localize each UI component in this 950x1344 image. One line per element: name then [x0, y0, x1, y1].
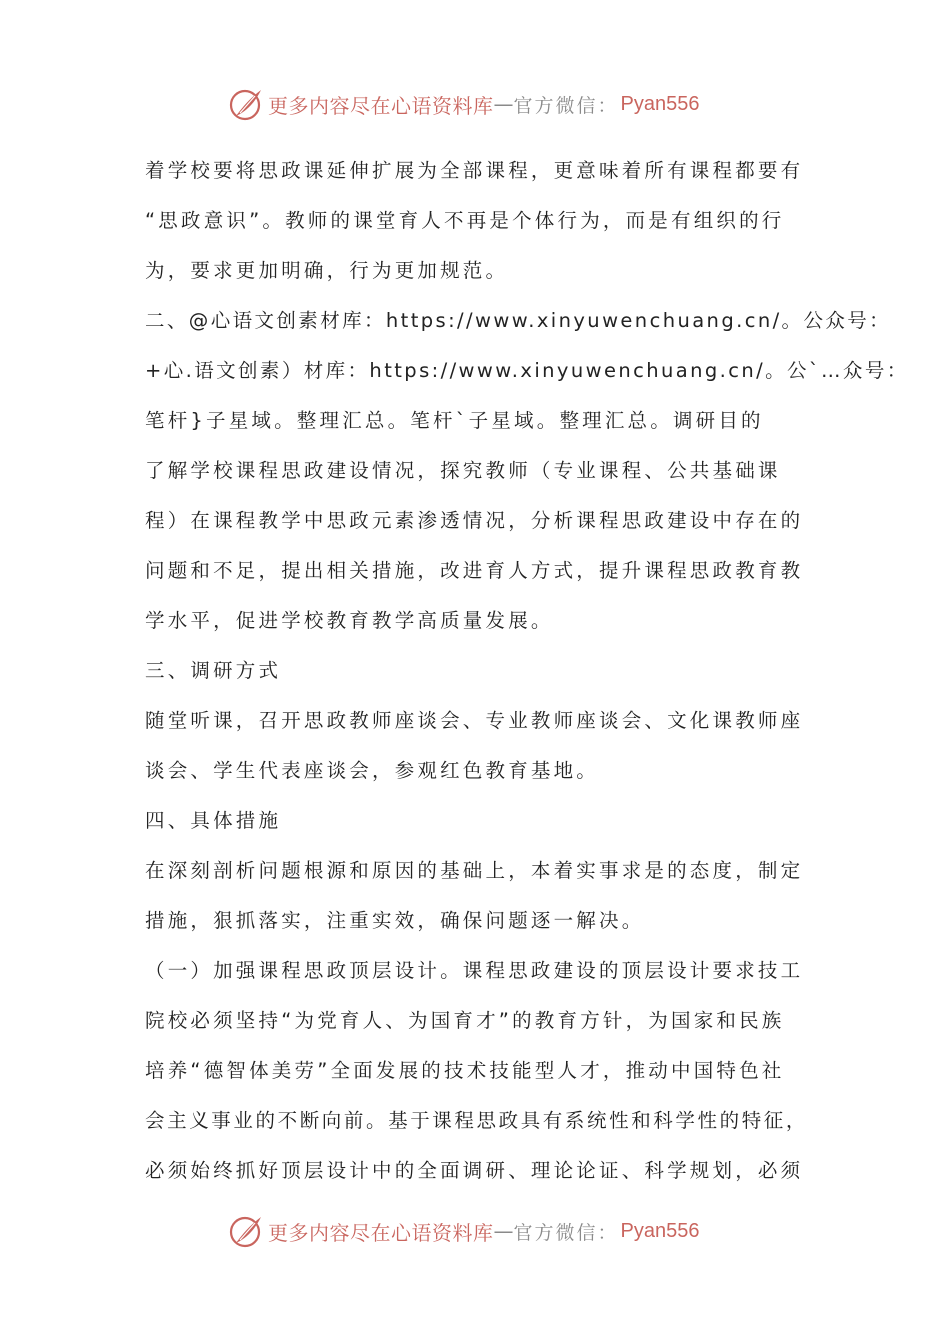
- text-line: 程）在课程教学中思政元素渗透情况，分析课程思政建设中存在的: [145, 509, 804, 532]
- text-line: （一）加强课程思政顶层设计。课程思政建设的顶层设计要求技工: [145, 959, 804, 982]
- text-line: 为，要求更加明确，行为更加规范。: [145, 259, 509, 282]
- text-line: “思政意识”。教师的课堂育人不再是个体行为，而是有组织的行: [145, 209, 785, 232]
- text-line: 措施，狠抓落实，注重实效，确保问题逐一解决。: [145, 909, 645, 932]
- text-line: 问题和不足，提出相关措施，改进育人方式，提升课程思政教育教: [145, 559, 804, 582]
- text-line: 笔杆}子星域。整理汇总。笔杆`子星域。整理汇总。调研目的: [145, 409, 764, 432]
- watermark-wechat-id: Pyan556: [620, 1219, 700, 1242]
- text-line: 在深刻剖析问题根源和原因的基础上，本着实事求是的态度，制定: [145, 859, 804, 882]
- text-line: 必须始终抓好顶层设计中的全面调研、理论论证、科学规划，必须: [145, 1159, 804, 1182]
- text-line: 了解学校课程思政建设情况，探究教师（专业课程、公共基础课: [145, 459, 781, 482]
- watermark-dash: —: [493, 1219, 514, 1243]
- text-line: 院校必须坚持“为党育人、为国育才”的教育方针，为国家和民族: [145, 1009, 785, 1032]
- watermark-prefix: 更多内容尽在心语资料库: [268, 1220, 494, 1245]
- text-line: 谈会、学生代表座谈会，参观红色教育基地。: [145, 759, 600, 782]
- watermark-wechat-label: 官方微信：: [513, 94, 619, 117]
- watermark-wechat-id: Pyan556: [620, 92, 700, 115]
- text-line: 学水平，促进学校教育教学高质量发展。: [145, 609, 554, 632]
- document-body: [145, 146, 909, 1196]
- quill-logo-icon: [228, 86, 264, 122]
- section-heading-3: 三、调研方式: [145, 659, 282, 682]
- text-line: 着学校要将思政课延伸扩展为全部课程，更意味着所有课程都要有: [145, 159, 804, 182]
- text-line: 会主义事业的不断向前。基于课程思政具有系统性和科学性的特征，: [145, 1109, 809, 1132]
- watermark-wechat-label: 官方微信：: [513, 1221, 619, 1244]
- text-line: 随堂听课，召开思政教师座谈会、专业教师座谈会、文化课教师座: [145, 709, 804, 732]
- watermark-dash: —: [493, 92, 514, 116]
- section-heading-4: 四、具体措施: [145, 809, 282, 832]
- quill-logo-icon: [228, 1213, 264, 1249]
- text-line: +心.语文创素）材库：https://www.xinyuwenchuang.cn/。公`…众号：: [145, 359, 909, 382]
- watermark-banner-bottom: [228, 1211, 699, 1251]
- watermark-banner-top: [228, 84, 699, 124]
- section-heading-2: 二、@心语文创素材库：https://www.xinyuwenchuang.cn/。公众号：: [145, 309, 892, 332]
- watermark-prefix: 更多内容尽在心语资料库: [268, 93, 494, 118]
- text-line: 培养“德智体美劳”全面发展的技术技能型人才，推动中国特色社: [145, 1059, 785, 1082]
